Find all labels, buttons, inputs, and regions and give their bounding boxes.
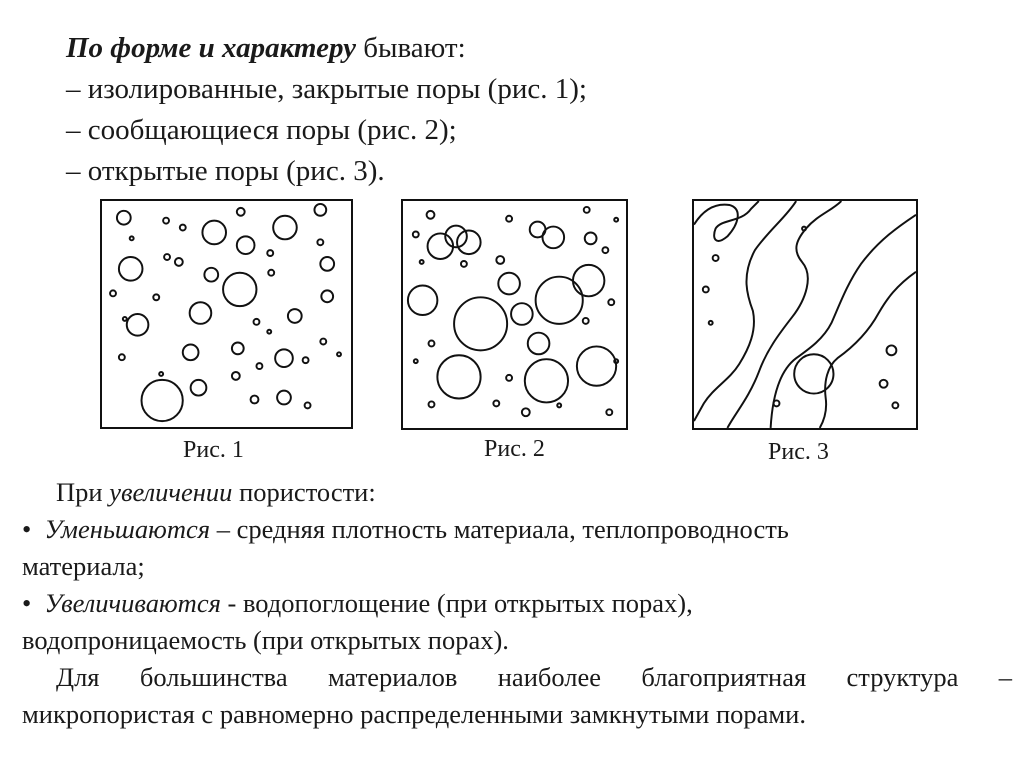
figure-1-caption: Рис. 1 <box>183 437 244 463</box>
porosity-lead <box>22 474 1012 511</box>
lead-post: пористости: <box>232 477 376 507</box>
body-text <box>22 474 1012 733</box>
bullet-decrease-text: – средняя плотность материала, теплопроводность <box>210 514 789 544</box>
bullet-increase-continued: водопроницаемость (при открытых порах). <box>22 625 509 655</box>
intro-item-open: – открытые поры (рис. 3). <box>66 155 385 187</box>
bullet-marker: • <box>22 514 45 544</box>
figure-1-drawing <box>102 201 351 427</box>
bullet-increase-text: - водопоглощение (при открытых порах), <box>220 588 693 618</box>
figure-2-drawing <box>403 201 626 428</box>
bullet-decrease-continued: материала; <box>22 551 145 581</box>
figure-2-caption: Рис. 2 <box>484 436 545 462</box>
lead-emphasis: увеличении <box>109 477 233 507</box>
heading-rest: бывают: <box>355 32 466 64</box>
bullet-increase <box>22 585 1012 622</box>
intro-item-closed: – изолированные, закрытые поры (рис. 1); <box>66 73 587 105</box>
lead-pre: При <box>56 477 110 507</box>
heading-emphasis: По форме и характеру <box>66 32 356 64</box>
bullet-marker: • <box>22 588 45 618</box>
bullet-decrease <box>22 511 1012 548</box>
intro-block <box>66 28 587 192</box>
figure-2-communicating-pores <box>401 199 628 430</box>
bullet-increase-emphasis: Увеличиваются <box>44 588 221 618</box>
figure-3-caption: Рис. 3 <box>768 439 829 465</box>
figure-1-closed-pores <box>100 199 353 429</box>
conclusion-line-2: микропористая с равномерно распределенными замкнутыми порами. <box>22 699 806 729</box>
intro-item-communicating: – сообщающиеся поры (рис. 2); <box>66 114 457 146</box>
bullet-decrease-emphasis: Уменьшаются <box>44 514 211 544</box>
figure-3-drawing <box>694 201 916 428</box>
figure-3-open-pores <box>692 199 918 430</box>
conclusion-line-1: Для большинства материалов наиболее благоприятная структура – <box>56 662 1012 692</box>
intro-heading <box>66 28 587 69</box>
